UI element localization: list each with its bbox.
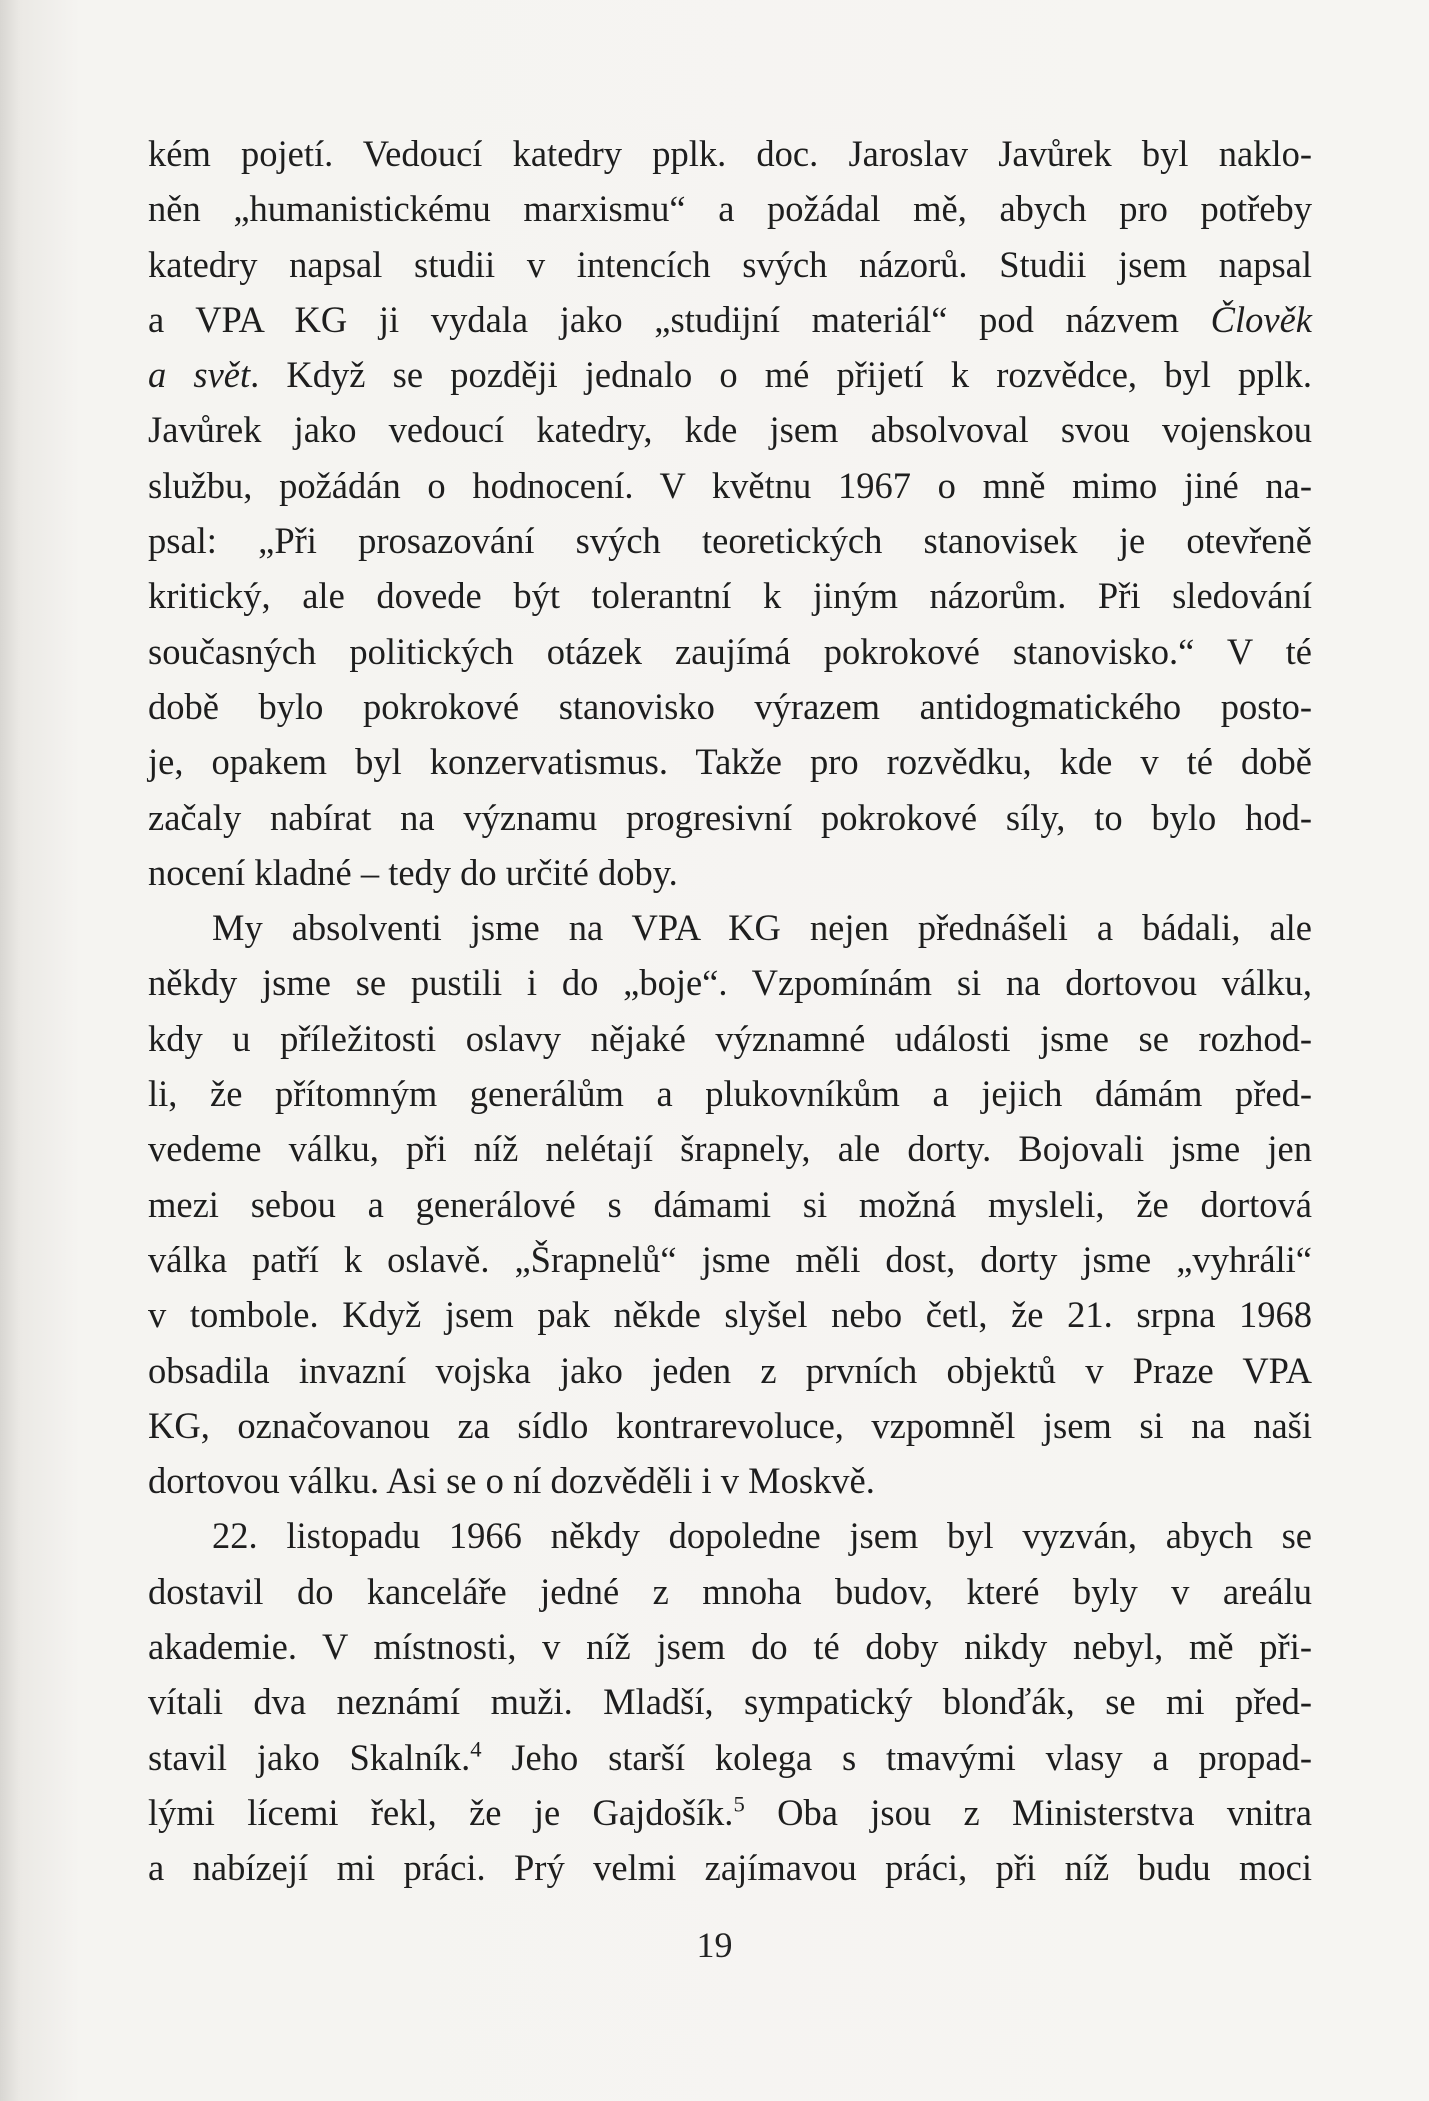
text-run: současných politických otázek zaujímá pokrokové stanovisko.“ V té xyxy=(148,630,1312,672)
footnote-reference[interactable]: 4 xyxy=(470,1736,482,1762)
text-run: v tombole. Když jsem pak někde slyšel nebo četl, že 21. srpna 1968 xyxy=(148,1294,1312,1336)
text-run: 22. listopadu 1966 někdy dopoledne jsem byl vyzván, abych se xyxy=(212,1515,1312,1557)
text-run: My absolventi jsme na VPA KG nejen přednášeli a bádali, ale xyxy=(212,907,1312,949)
text-run: někdy jsme se pustili i do „boje“. Vzpomínám si na dortovou válku, xyxy=(148,962,1312,1004)
text-line xyxy=(148,790,1312,845)
text-line xyxy=(148,1066,1312,1121)
text-line xyxy=(148,402,1312,457)
text-run: nocení kladné – tedy do určité doby. xyxy=(148,851,678,893)
text-run: začaly nabírat na významu progresivní pokrokové síly, to bylo hod- xyxy=(148,796,1312,838)
paragraph xyxy=(148,900,1312,1508)
text-run: KG, označovanou za sídlo kontrarevoluce, vzpomněl jsem si na naši xyxy=(148,1404,1312,1446)
text-line xyxy=(148,568,1312,623)
text-run: dortovou válku. Asi se o ní dozvěděli i v Moskvě. xyxy=(148,1460,875,1502)
text-line xyxy=(148,347,1312,402)
text-line xyxy=(148,1619,1312,1674)
body-text xyxy=(148,126,1312,1896)
text-line xyxy=(148,513,1312,568)
text-run: něn „humanistickému marxismu“ a požádal mě, abych pro potřeby xyxy=(148,188,1312,230)
text-line xyxy=(148,624,1312,679)
text-run: vedeme válku, při níž nelétají šrapnely, ale dorty. Bojovali jsme jen xyxy=(148,1128,1312,1170)
text-line xyxy=(148,1674,1312,1729)
text-run: obsadila invazní vojska jako jeden z prvních objektů v Praze VPA xyxy=(148,1349,1312,1391)
italic-title: Člověk xyxy=(1210,298,1312,340)
text-run: kritický, ale dovede být tolerantní k jiným názorům. Při sledování xyxy=(148,575,1312,617)
text-line xyxy=(148,1730,1312,1785)
text-line xyxy=(148,292,1312,347)
text-run: lými lícemi řekl, že je Gajdošík. xyxy=(148,1791,734,1833)
text-line xyxy=(148,1508,1312,1563)
text-line xyxy=(148,237,1312,292)
text-line xyxy=(148,458,1312,513)
text-line xyxy=(148,1343,1312,1398)
text-line xyxy=(148,1564,1312,1619)
text-line xyxy=(148,181,1312,236)
text-run: a nabízejí mi práci. Prý velmi zajímavou práci, při níž budu moci xyxy=(148,1847,1312,1889)
text-run: Javůrek jako vedoucí katedry, kde jsem absolvoval svou vojenskou xyxy=(148,409,1312,451)
text-run: službu, požádán o hodnocení. V květnu 1967 o mně mimo jiné na- xyxy=(148,464,1312,506)
text-run: době bylo pokrokové stanovisko výrazem antidogmatického posto- xyxy=(148,685,1312,727)
text-run: . Když se později jednalo o mé přijetí k rozvědce, byl pplk. xyxy=(250,354,1313,396)
text-line xyxy=(148,900,1312,955)
text-line xyxy=(148,1453,1312,1508)
text-run: dostavil do kanceláře jedné z mnoha budov, které byly v areálu xyxy=(148,1570,1312,1612)
text-run: Oba jsou z Ministerstva vnitra xyxy=(744,1791,1312,1833)
text-line xyxy=(148,734,1312,789)
text-line xyxy=(148,955,1312,1010)
text-run: li, že přítomným generálům a plukovníkům a jejich dámám před- xyxy=(148,1073,1312,1115)
text-line xyxy=(148,1011,1312,1066)
text-run: mezi sebou a generálové s dámami si možná mysleli, že dortová xyxy=(148,1183,1312,1225)
text-line xyxy=(148,1121,1312,1176)
text-run: kém pojetí. Vedoucí katedry pplk. doc. Jaroslav Javůrek byl naklo- xyxy=(148,133,1312,174)
text-run: válka patří k oslavě. „Šrapnelů“ jsme měli dost, dorty jsme „vyhráli“ xyxy=(148,1238,1312,1280)
text-line xyxy=(148,1840,1312,1895)
text-run: kdy u příležitosti oslavy nějaké významné události jsme se rozhod- xyxy=(148,1017,1312,1059)
text-line xyxy=(148,126,1312,181)
italic-title: a svět xyxy=(148,354,251,396)
text-run: a VPA KG ji vydala jako „studijní materiál“ pod názvem xyxy=(148,298,1211,340)
paragraph xyxy=(148,126,1312,900)
paragraph xyxy=(148,1508,1312,1895)
text-run: vítali dva neznámí muži. Mladší, sympatický blonďák, se mi před- xyxy=(148,1681,1312,1723)
text-line xyxy=(148,1287,1312,1342)
footnote-reference[interactable]: 5 xyxy=(733,1791,745,1817)
text-run: katedry napsal studii v intencích svých názorů. Studii jsem napsal xyxy=(148,243,1312,285)
page-number: 19 xyxy=(696,1925,733,1965)
text-run: je, opakem byl konzervatismus. Takže pro rozvědku, kde v té době xyxy=(148,741,1312,783)
text-run: akademie. V místnosti, v níž jsem do té doby nikdy nebyl, mě při- xyxy=(148,1626,1312,1668)
text-line xyxy=(148,1398,1312,1453)
text-line xyxy=(148,1785,1312,1840)
text-line xyxy=(148,1232,1312,1287)
text-run: psal: „Při prosazování svých teoretických stanovisek je otevřeně xyxy=(148,520,1312,562)
text-run: Jeho starší kolega s tmavými vlasy a propad- xyxy=(481,1736,1313,1778)
text-run: stavil jako Skalník. xyxy=(148,1736,471,1778)
text-line xyxy=(148,845,1312,900)
text-line xyxy=(148,1177,1312,1232)
text-line xyxy=(148,679,1312,734)
